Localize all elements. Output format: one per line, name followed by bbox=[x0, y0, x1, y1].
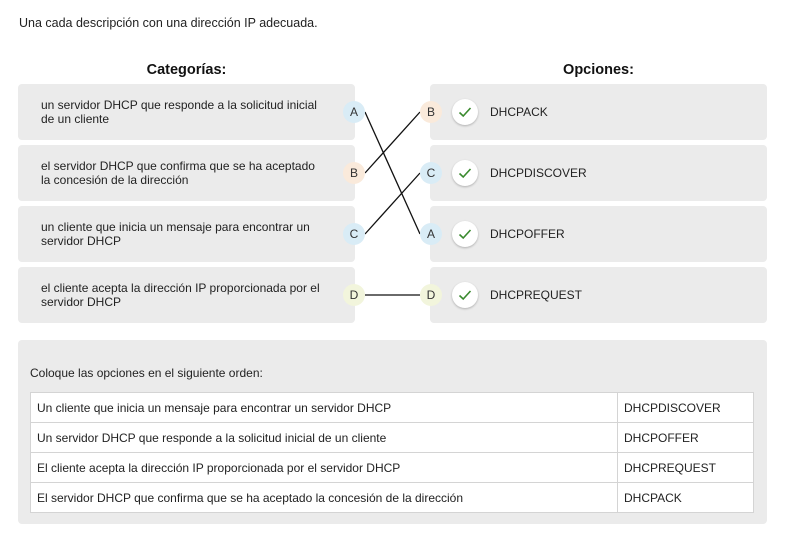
option-text: DHCPDISCOVER bbox=[490, 166, 587, 180]
check-icon bbox=[452, 160, 478, 186]
check-icon bbox=[452, 99, 478, 125]
row-answer: DHCPACK bbox=[618, 483, 754, 513]
row-description: Un cliente que inicia un mensaje para encontrar un servidor DHCP bbox=[31, 393, 618, 423]
row-description: Un servidor DHCP que responde a la solicitud inicial de un cliente bbox=[31, 423, 618, 453]
check-icon bbox=[452, 282, 478, 308]
option-text: DHCPACK bbox=[490, 105, 548, 119]
category-card-b[interactable] bbox=[18, 145, 355, 201]
check-icon bbox=[452, 221, 478, 247]
category-badge-b[interactable]: B bbox=[343, 162, 365, 184]
order-title: Coloque las opciones en el siguiente orden: bbox=[30, 366, 263, 380]
option-card-dhcprequest[interactable] bbox=[430, 267, 767, 323]
option-text: DHCPOFFER bbox=[490, 227, 565, 241]
category-badge-c[interactable]: C bbox=[343, 223, 365, 245]
option-badge-a[interactable]: A bbox=[420, 223, 442, 245]
instruction-text: Una cada descripción con una dirección IP adecuada. bbox=[19, 16, 318, 30]
row-answer: DHCPOFFER bbox=[618, 423, 754, 453]
option-card-dhcpdiscover[interactable] bbox=[430, 145, 767, 201]
table-row bbox=[31, 483, 754, 513]
row-description: El servidor DHCP que confirma que se ha aceptado la concesión de la dirección bbox=[31, 483, 618, 513]
row-answer: DHCPREQUEST bbox=[618, 453, 754, 483]
category-badge-a[interactable]: A bbox=[343, 101, 365, 123]
match-line-b bbox=[365, 112, 420, 173]
option-text: DHCPREQUEST bbox=[490, 288, 583, 302]
option-badge-d[interactable]: D bbox=[420, 284, 442, 306]
category-text: el servidor DHCP que confirma que se ha aceptado la concesión de la dirección bbox=[41, 159, 315, 187]
options-heading: Opciones: bbox=[563, 62, 634, 78]
category-card-d[interactable] bbox=[18, 267, 355, 323]
table-row bbox=[31, 393, 754, 423]
match-line-c bbox=[365, 173, 420, 234]
option-card-dhcpoffer[interactable] bbox=[430, 206, 767, 262]
order-table bbox=[30, 392, 754, 513]
table-row bbox=[31, 423, 754, 453]
categories-heading: Categorías: bbox=[146, 62, 227, 78]
option-badge-b[interactable]: B bbox=[420, 101, 442, 123]
category-badge-d[interactable]: D bbox=[343, 284, 365, 306]
option-badge-c[interactable]: C bbox=[420, 162, 442, 184]
category-text: un servidor DHCP que responde a la solicitud inicial de un cliente bbox=[41, 98, 317, 126]
order-panel bbox=[18, 340, 767, 524]
match-line-a bbox=[365, 112, 420, 234]
option-card-dhcpack[interactable] bbox=[430, 84, 767, 140]
category-text: el cliente acepta la dirección IP proporcionada por el servidor DHCP bbox=[41, 281, 320, 309]
category-card-a[interactable] bbox=[18, 84, 355, 140]
row-answer: DHCPDISCOVER bbox=[618, 393, 754, 423]
row-description: El cliente acepta la dirección IP proporcionada por el servidor DHCP bbox=[31, 453, 618, 483]
category-card-c[interactable] bbox=[18, 206, 355, 262]
category-text: un cliente que inicia un mensaje para encontrar un servidor DHCP bbox=[41, 220, 310, 248]
table-row bbox=[31, 453, 754, 483]
